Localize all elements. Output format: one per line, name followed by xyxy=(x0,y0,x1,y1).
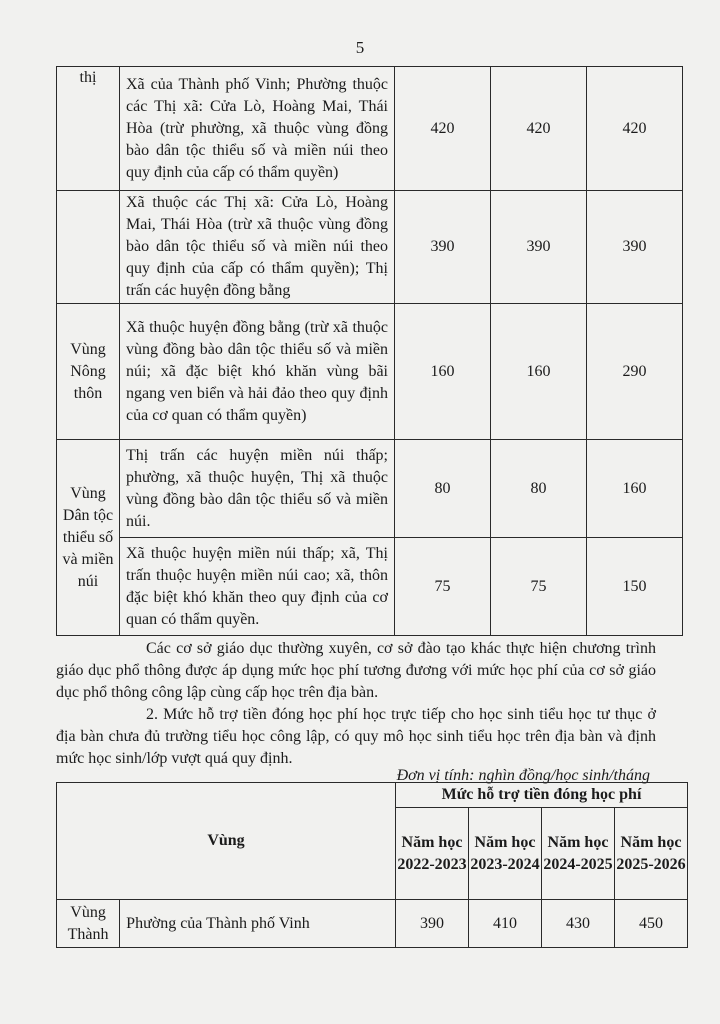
region-cell: Vùng Dân tộc thiểu số và miền núi xyxy=(57,440,120,636)
value-cell: 390 xyxy=(491,191,587,304)
value-cell: 160 xyxy=(395,304,491,440)
value-cell: 75 xyxy=(491,538,587,636)
area-cell: Xã thuộc huyện miền núi thấp; xã, Thị trấn thuộc huyện miền núi cao; xã, thôn đặc biệt khó khăn theo quy định của cơ quan có thẩm quyền. xyxy=(120,538,395,636)
support-table xyxy=(56,782,688,948)
value-cell: 80 xyxy=(491,440,587,538)
table-row xyxy=(57,304,683,440)
value-cell: 75 xyxy=(395,538,491,636)
paragraph-continuing-education: Các cơ sở giáo dục thường xuyên, cơ sở đào tạo khác thực hiện chương trình giáo dục phổ thông được áp dụng mức học phí tương đương với mức học phí của cơ sở giáo dục phổ thông công lập cùng cấp học trên địa bàn. xyxy=(56,640,656,701)
table-row xyxy=(57,440,683,538)
value-cell: 290 xyxy=(587,304,683,440)
area-cell: Xã của Thành phố Vinh; Phường thuộc các Thị xã: Cửa Lò, Hoàng Mai, Thái Hòa (trừ phường, xã thuộc vùng đồng bào dân tộc thiểu số và miền núi theo quy định của cấp có thẩm quyền) xyxy=(120,67,395,191)
area-cell: Phường của Thành phố Vinh xyxy=(120,900,396,948)
tuition-table xyxy=(56,66,683,636)
area-cell: Xã thuộc các Thị xã: Cửa Lò, Hoàng Mai, Thái Hòa (trừ xã thuộc vùng đồng bào dân tộc thiểu số và miền núi theo quy định của cấp có thẩm quyền); Thị trấn các huyện đồng bằng xyxy=(120,191,395,304)
year-header: Năm học 2022-2023 xyxy=(396,808,469,900)
value-cell: 390 xyxy=(587,191,683,304)
table-row xyxy=(57,538,683,636)
paragraph-support-level: 2. Mức hỗ trợ tiền đóng học phí học trực tiếp cho học sinh tiểu học tư thục ở địa bàn chưa đủ trường tiểu học công lập, có quy mô học sinh tiểu học trên địa bàn và định mức học sinh/lớp vượt quá quy định. xyxy=(56,706,656,767)
support-group-header: Mức hỗ trợ tiền đóng học phí xyxy=(396,783,688,808)
region-cell: Vùng Nông thôn xyxy=(57,304,120,440)
region-header: Vùng xyxy=(57,783,396,900)
table-row xyxy=(57,67,683,191)
area-cell: Xã thuộc huyện đồng bằng (trừ xã thuộc vùng đồng bào dân tộc thiểu số và miền núi; xã đặc biệt khó khăn vùng bãi ngang ven biển và hải đảo theo quy định của cơ quan có thẩm quyền) xyxy=(120,304,395,440)
value-cell: 390 xyxy=(396,900,469,948)
value-cell: 450 xyxy=(615,900,688,948)
value-cell: 160 xyxy=(587,440,683,538)
value-cell: 390 xyxy=(395,191,491,304)
value-cell: 150 xyxy=(587,538,683,636)
year-header: Năm học 2024-2025 xyxy=(542,808,615,900)
table-header-row xyxy=(57,783,688,808)
region-cell xyxy=(57,191,120,304)
region-cell: Vùng Thành xyxy=(57,900,120,948)
value-cell: 420 xyxy=(395,67,491,191)
value-cell: 80 xyxy=(395,440,491,538)
region-cell: thị xyxy=(57,67,120,191)
page-number: 5 xyxy=(355,38,365,57)
value-cell: 410 xyxy=(469,900,542,948)
unit-note: Đơn vị tính: nghìn đồng/học sinh/tháng xyxy=(396,767,650,784)
table-row xyxy=(57,900,688,948)
value-cell: 160 xyxy=(491,304,587,440)
year-header: Năm học 2023-2024 xyxy=(469,808,542,900)
year-header: Năm học 2025-2026 xyxy=(615,808,688,900)
value-cell: 420 xyxy=(587,67,683,191)
table-row xyxy=(57,191,683,304)
value-cell: 430 xyxy=(542,900,615,948)
value-cell: 420 xyxy=(491,67,587,191)
area-cell: Thị trấn các huyện miền núi thấp; phường, xã thuộc huyện, Thị xã thuộc vùng đồng bào dân tộc thiểu số và miền núi. xyxy=(120,440,395,538)
